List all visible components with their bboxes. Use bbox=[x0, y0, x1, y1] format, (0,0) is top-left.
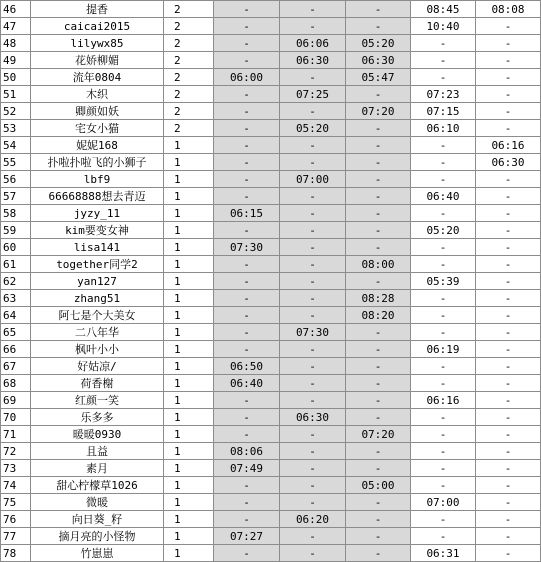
row-number-cell[interactable]: 52 bbox=[1, 103, 31, 120]
time-slot-cell-3[interactable]: 07:20 bbox=[346, 426, 411, 443]
time-slot-cell-1[interactable]: - bbox=[214, 290, 280, 307]
row-number-cell[interactable]: 71 bbox=[1, 426, 31, 443]
time-slot-cell-3[interactable]: - bbox=[346, 137, 411, 154]
time-slot-cell-4[interactable]: - bbox=[411, 69, 476, 86]
time-slot-cell-1[interactable]: - bbox=[214, 307, 280, 324]
time-slot-cell-4[interactable]: 07:23 bbox=[411, 86, 476, 103]
time-slot-cell-3[interactable]: - bbox=[346, 188, 411, 205]
level-cell[interactable]: 1 bbox=[164, 256, 214, 273]
time-slot-cell-3[interactable]: - bbox=[346, 154, 411, 171]
name-cell[interactable]: 阿七是个大美女 bbox=[31, 307, 164, 324]
name-cell[interactable]: 66668888想去青迈 bbox=[31, 188, 164, 205]
table-row[interactable] bbox=[1, 120, 541, 137]
table-row[interactable] bbox=[1, 375, 541, 392]
time-slot-cell-5[interactable]: - bbox=[476, 358, 541, 375]
time-slot-cell-3[interactable]: - bbox=[346, 392, 411, 409]
time-slot-cell-4[interactable]: - bbox=[411, 290, 476, 307]
row-number-cell[interactable]: 73 bbox=[1, 460, 31, 477]
table-row[interactable] bbox=[1, 52, 541, 69]
time-slot-cell-4[interactable]: - bbox=[411, 205, 476, 222]
time-slot-cell-4[interactable]: - bbox=[411, 528, 476, 545]
row-number-cell[interactable]: 64 bbox=[1, 307, 31, 324]
time-slot-cell-4[interactable]: 06:16 bbox=[411, 392, 476, 409]
time-slot-cell-1[interactable]: - bbox=[214, 1, 280, 18]
name-cell[interactable]: 素月 bbox=[31, 460, 164, 477]
name-cell[interactable]: 且益 bbox=[31, 443, 164, 460]
name-cell[interactable]: 向日葵_籽 bbox=[31, 511, 164, 528]
time-slot-cell-5[interactable]: - bbox=[476, 273, 541, 290]
time-slot-cell-3[interactable]: - bbox=[346, 120, 411, 137]
row-number-cell[interactable]: 68 bbox=[1, 375, 31, 392]
time-slot-cell-1[interactable]: - bbox=[214, 324, 280, 341]
name-cell[interactable]: lisa141 bbox=[31, 239, 164, 256]
row-number-cell[interactable]: 48 bbox=[1, 35, 31, 52]
time-slot-cell-2[interactable]: - bbox=[280, 205, 346, 222]
table-row[interactable] bbox=[1, 324, 541, 341]
time-slot-cell-5[interactable]: - bbox=[476, 188, 541, 205]
time-slot-cell-4[interactable]: - bbox=[411, 307, 476, 324]
level-cell[interactable]: 1 bbox=[164, 171, 214, 188]
time-slot-cell-4[interactable]: 06:40 bbox=[411, 188, 476, 205]
time-slot-cell-5[interactable]: - bbox=[476, 409, 541, 426]
row-number-cell[interactable]: 50 bbox=[1, 69, 31, 86]
level-cell[interactable]: 2 bbox=[164, 35, 214, 52]
time-slot-cell-3[interactable]: - bbox=[346, 494, 411, 511]
time-slot-cell-1[interactable]: - bbox=[214, 545, 280, 562]
time-slot-cell-4[interactable]: - bbox=[411, 443, 476, 460]
name-cell[interactable]: 花娇柳媚 bbox=[31, 52, 164, 69]
time-slot-cell-3[interactable]: 08:20 bbox=[346, 307, 411, 324]
time-slot-cell-1[interactable]: - bbox=[214, 511, 280, 528]
time-slot-cell-4[interactable]: - bbox=[411, 52, 476, 69]
level-cell[interactable]: 1 bbox=[164, 477, 214, 494]
table-row[interactable] bbox=[1, 341, 541, 358]
time-slot-cell-2[interactable]: - bbox=[280, 341, 346, 358]
table-row[interactable] bbox=[1, 103, 541, 120]
time-slot-cell-5[interactable]: - bbox=[476, 222, 541, 239]
time-slot-cell-5[interactable]: - bbox=[476, 460, 541, 477]
row-number-cell[interactable]: 49 bbox=[1, 52, 31, 69]
table-row[interactable] bbox=[1, 477, 541, 494]
table-row[interactable] bbox=[1, 69, 541, 86]
row-number-cell[interactable]: 74 bbox=[1, 477, 31, 494]
name-cell[interactable]: 宅女小猫 bbox=[31, 120, 164, 137]
name-cell[interactable]: 竹崽崽 bbox=[31, 545, 164, 562]
row-number-cell[interactable]: 77 bbox=[1, 528, 31, 545]
time-slot-cell-1[interactable]: - bbox=[214, 171, 280, 188]
time-slot-cell-3[interactable]: 05:20 bbox=[346, 35, 411, 52]
time-slot-cell-1[interactable]: - bbox=[214, 86, 280, 103]
level-cell[interactable]: 1 bbox=[164, 511, 214, 528]
row-number-cell[interactable]: 72 bbox=[1, 443, 31, 460]
time-slot-cell-4[interactable]: 07:00 bbox=[411, 494, 476, 511]
row-number-cell[interactable]: 61 bbox=[1, 256, 31, 273]
row-number-cell[interactable]: 76 bbox=[1, 511, 31, 528]
table-row[interactable] bbox=[1, 358, 541, 375]
time-slot-cell-1[interactable]: 06:50 bbox=[214, 358, 280, 375]
row-number-cell[interactable]: 58 bbox=[1, 205, 31, 222]
time-slot-cell-2[interactable]: - bbox=[280, 188, 346, 205]
time-slot-cell-5[interactable]: - bbox=[476, 103, 541, 120]
level-cell[interactable]: 1 bbox=[164, 324, 214, 341]
time-slot-cell-5[interactable]: 06:16 bbox=[476, 137, 541, 154]
row-number-cell[interactable]: 66 bbox=[1, 341, 31, 358]
time-slot-cell-4[interactable]: - bbox=[411, 375, 476, 392]
time-slot-cell-5[interactable]: - bbox=[476, 494, 541, 511]
time-slot-cell-2[interactable]: - bbox=[280, 239, 346, 256]
time-slot-cell-5[interactable]: - bbox=[476, 120, 541, 137]
time-slot-cell-5[interactable]: - bbox=[476, 443, 541, 460]
level-cell[interactable]: 1 bbox=[164, 494, 214, 511]
table-row[interactable] bbox=[1, 222, 541, 239]
time-slot-cell-3[interactable]: - bbox=[346, 222, 411, 239]
time-slot-cell-3[interactable]: - bbox=[346, 460, 411, 477]
level-cell[interactable]: 1 bbox=[164, 222, 214, 239]
time-slot-cell-3[interactable]: - bbox=[346, 205, 411, 222]
row-number-cell[interactable]: 63 bbox=[1, 290, 31, 307]
level-cell[interactable]: 1 bbox=[164, 426, 214, 443]
time-slot-cell-4[interactable]: - bbox=[411, 35, 476, 52]
table-row[interactable] bbox=[1, 188, 541, 205]
row-number-cell[interactable]: 60 bbox=[1, 239, 31, 256]
time-slot-cell-5[interactable]: - bbox=[476, 69, 541, 86]
name-cell[interactable]: 微暖 bbox=[31, 494, 164, 511]
spreadsheet-body bbox=[1, 1, 541, 562]
time-slot-cell-2[interactable]: 06:20 bbox=[280, 511, 346, 528]
name-cell[interactable]: yan127 bbox=[31, 273, 164, 290]
name-cell[interactable]: 提香 bbox=[31, 1, 164, 18]
table-row[interactable] bbox=[1, 290, 541, 307]
time-slot-cell-1[interactable]: - bbox=[214, 154, 280, 171]
table-row[interactable] bbox=[1, 256, 541, 273]
time-slot-cell-3[interactable]: 08:00 bbox=[346, 256, 411, 273]
row-number-cell[interactable]: 51 bbox=[1, 86, 31, 103]
time-slot-cell-4[interactable]: - bbox=[411, 239, 476, 256]
row-number-cell[interactable]: 53 bbox=[1, 120, 31, 137]
table-row[interactable] bbox=[1, 1, 541, 18]
table-row[interactable] bbox=[1, 545, 541, 562]
time-slot-cell-1[interactable]: - bbox=[214, 120, 280, 137]
name-cell[interactable]: 卿颜如妖 bbox=[31, 103, 164, 120]
name-cell[interactable]: 甜心柠檬草1026 bbox=[31, 477, 164, 494]
row-number-cell[interactable]: 67 bbox=[1, 358, 31, 375]
time-slot-cell-3[interactable]: - bbox=[346, 1, 411, 18]
time-slot-cell-1[interactable]: - bbox=[214, 409, 280, 426]
table-row[interactable] bbox=[1, 35, 541, 52]
table-row[interactable] bbox=[1, 18, 541, 35]
time-slot-cell-5[interactable]: - bbox=[476, 341, 541, 358]
level-cell[interactable]: 1 bbox=[164, 409, 214, 426]
time-slot-cell-5[interactable]: - bbox=[476, 256, 541, 273]
time-slot-cell-5[interactable]: - bbox=[476, 511, 541, 528]
time-slot-cell-5[interactable]: - bbox=[476, 528, 541, 545]
level-cell[interactable]: 1 bbox=[164, 341, 214, 358]
time-slot-cell-5[interactable]: - bbox=[476, 239, 541, 256]
time-slot-cell-1[interactable]: 08:06 bbox=[214, 443, 280, 460]
row-number-cell[interactable]: 46 bbox=[1, 1, 31, 18]
time-slot-cell-4[interactable]: 06:31 bbox=[411, 545, 476, 562]
time-slot-cell-3[interactable]: 05:00 bbox=[346, 477, 411, 494]
time-slot-cell-3[interactable]: 08:28 bbox=[346, 290, 411, 307]
name-cell[interactable]: 枫叶小小 bbox=[31, 341, 164, 358]
time-slot-cell-2[interactable]: - bbox=[280, 545, 346, 562]
level-cell[interactable]: 2 bbox=[164, 18, 214, 35]
time-slot-cell-2[interactable]: - bbox=[280, 392, 346, 409]
name-cell[interactable]: 木织 bbox=[31, 86, 164, 103]
time-slot-cell-5[interactable]: - bbox=[476, 290, 541, 307]
time-slot-cell-1[interactable]: - bbox=[214, 137, 280, 154]
name-cell[interactable]: 扑啦扑啦飞的小狮子 bbox=[31, 154, 164, 171]
time-slot-cell-2[interactable]: - bbox=[280, 1, 346, 18]
row-number-cell[interactable]: 55 bbox=[1, 154, 31, 171]
time-slot-cell-4[interactable]: 06:10 bbox=[411, 120, 476, 137]
name-cell[interactable]: 流年0804 bbox=[31, 69, 164, 86]
row-number-cell[interactable]: 57 bbox=[1, 188, 31, 205]
level-cell[interactable]: 1 bbox=[164, 528, 214, 545]
time-slot-cell-5[interactable]: - bbox=[476, 477, 541, 494]
time-slot-cell-2[interactable]: 06:30 bbox=[280, 52, 346, 69]
time-slot-cell-4[interactable]: - bbox=[411, 256, 476, 273]
level-cell[interactable]: 2 bbox=[164, 86, 214, 103]
time-slot-cell-1[interactable]: - bbox=[214, 392, 280, 409]
name-cell[interactable]: 好姑凉/ bbox=[31, 358, 164, 375]
time-slot-cell-4[interactable]: 05:20 bbox=[411, 222, 476, 239]
row-number-cell[interactable]: 56 bbox=[1, 171, 31, 188]
time-slot-cell-5[interactable]: - bbox=[476, 18, 541, 35]
time-slot-cell-3[interactable]: - bbox=[346, 511, 411, 528]
name-cell[interactable]: zhang51 bbox=[31, 290, 164, 307]
time-slot-cell-1[interactable]: - bbox=[214, 256, 280, 273]
time-slot-cell-1[interactable]: 06:15 bbox=[214, 205, 280, 222]
table-row[interactable] bbox=[1, 137, 541, 154]
time-slot-cell-2[interactable]: - bbox=[280, 443, 346, 460]
row-number-cell[interactable]: 75 bbox=[1, 494, 31, 511]
name-cell[interactable]: lilywx85 bbox=[31, 35, 164, 52]
time-slot-cell-5[interactable]: - bbox=[476, 324, 541, 341]
row-number-cell[interactable]: 69 bbox=[1, 392, 31, 409]
time-slot-cell-5[interactable]: - bbox=[476, 545, 541, 562]
time-slot-cell-2[interactable]: - bbox=[280, 307, 346, 324]
time-slot-cell-2[interactable]: - bbox=[280, 137, 346, 154]
row-number-cell[interactable]: 62 bbox=[1, 273, 31, 290]
time-slot-cell-2[interactable]: - bbox=[280, 494, 346, 511]
name-cell[interactable]: 妮妮168 bbox=[31, 137, 164, 154]
time-slot-cell-1[interactable]: - bbox=[214, 35, 280, 52]
level-cell[interactable]: 1 bbox=[164, 443, 214, 460]
time-slot-cell-1[interactable]: - bbox=[214, 188, 280, 205]
time-slot-cell-2[interactable]: - bbox=[280, 103, 346, 120]
table-row[interactable] bbox=[1, 460, 541, 477]
time-slot-cell-4[interactable]: - bbox=[411, 358, 476, 375]
time-slot-cell-4[interactable]: - bbox=[411, 324, 476, 341]
time-slot-cell-1[interactable]: - bbox=[214, 477, 280, 494]
table-row[interactable] bbox=[1, 443, 541, 460]
level-cell[interactable]: 1 bbox=[164, 358, 214, 375]
time-slot-cell-2[interactable]: - bbox=[280, 460, 346, 477]
row-number-cell[interactable]: 47 bbox=[1, 18, 31, 35]
time-slot-cell-2[interactable]: 05:20 bbox=[280, 120, 346, 137]
time-slot-cell-4[interactable]: - bbox=[411, 426, 476, 443]
time-slot-cell-3[interactable]: - bbox=[346, 86, 411, 103]
time-slot-cell-1[interactable]: 07:30 bbox=[214, 239, 280, 256]
time-slot-cell-3[interactable]: - bbox=[346, 171, 411, 188]
table-row[interactable] bbox=[1, 171, 541, 188]
level-cell[interactable]: 2 bbox=[164, 69, 214, 86]
time-slot-cell-1[interactable]: - bbox=[214, 222, 280, 239]
time-slot-cell-3[interactable]: - bbox=[346, 341, 411, 358]
time-slot-cell-5[interactable]: - bbox=[476, 171, 541, 188]
time-slot-cell-2[interactable]: - bbox=[280, 222, 346, 239]
time-slot-cell-1[interactable]: - bbox=[214, 426, 280, 443]
time-slot-cell-3[interactable]: - bbox=[346, 18, 411, 35]
level-cell[interactable]: 1 bbox=[164, 137, 214, 154]
time-slot-cell-3[interactable]: - bbox=[346, 324, 411, 341]
time-slot-cell-3[interactable]: - bbox=[346, 273, 411, 290]
level-cell[interactable]: 1 bbox=[164, 375, 214, 392]
time-slot-cell-5[interactable]: - bbox=[476, 205, 541, 222]
level-cell[interactable]: 1 bbox=[164, 188, 214, 205]
level-cell[interactable]: 2 bbox=[164, 103, 214, 120]
time-slot-cell-2[interactable]: 07:00 bbox=[280, 171, 346, 188]
level-cell[interactable]: 1 bbox=[164, 205, 214, 222]
time-slot-cell-2[interactable]: - bbox=[280, 154, 346, 171]
level-cell[interactable]: 1 bbox=[164, 307, 214, 324]
row-number-cell[interactable]: 54 bbox=[1, 137, 31, 154]
time-slot-cell-3[interactable]: 05:47 bbox=[346, 69, 411, 86]
name-cell[interactable]: 摘月亮的小怪物 bbox=[31, 528, 164, 545]
time-slot-cell-2[interactable]: - bbox=[280, 358, 346, 375]
time-slot-cell-2[interactable]: - bbox=[280, 290, 346, 307]
time-slot-cell-5[interactable]: - bbox=[476, 35, 541, 52]
time-slot-cell-2[interactable]: 06:30 bbox=[280, 409, 346, 426]
level-cell[interactable]: 1 bbox=[164, 239, 214, 256]
table-row[interactable] bbox=[1, 511, 541, 528]
time-slot-cell-1[interactable]: - bbox=[214, 52, 280, 69]
time-slot-cell-4[interactable]: - bbox=[411, 171, 476, 188]
time-slot-cell-3[interactable]: 06:30 bbox=[346, 52, 411, 69]
time-slot-cell-2[interactable]: - bbox=[280, 426, 346, 443]
table-row[interactable] bbox=[1, 205, 541, 222]
time-slot-cell-2[interactable]: - bbox=[280, 375, 346, 392]
row-number-cell[interactable]: 78 bbox=[1, 545, 31, 562]
time-slot-cell-5[interactable]: - bbox=[476, 307, 541, 324]
level-cell[interactable]: 1 bbox=[164, 154, 214, 171]
name-cell[interactable]: jyzy_11 bbox=[31, 205, 164, 222]
level-cell[interactable]: 2 bbox=[164, 1, 214, 18]
name-cell[interactable]: 二八年华 bbox=[31, 324, 164, 341]
name-cell[interactable]: 暖暖0930 bbox=[31, 426, 164, 443]
time-slot-cell-4[interactable]: 07:15 bbox=[411, 103, 476, 120]
table-row[interactable] bbox=[1, 307, 541, 324]
time-slot-cell-2[interactable]: - bbox=[280, 256, 346, 273]
time-slot-cell-1[interactable]: 07:27 bbox=[214, 528, 280, 545]
time-slot-cell-1[interactable]: 06:40 bbox=[214, 375, 280, 392]
name-cell[interactable]: 乐多多 bbox=[31, 409, 164, 426]
time-slot-cell-3[interactable]: 07:20 bbox=[346, 103, 411, 120]
time-slot-cell-2[interactable]: - bbox=[280, 528, 346, 545]
level-cell[interactable]: 1 bbox=[164, 545, 214, 562]
time-slot-cell-3[interactable]: - bbox=[346, 443, 411, 460]
time-slot-cell-1[interactable]: - bbox=[214, 494, 280, 511]
table-row[interactable] bbox=[1, 239, 541, 256]
name-cell[interactable]: caicai2015 bbox=[31, 18, 164, 35]
time-slot-cell-1[interactable]: - bbox=[214, 341, 280, 358]
level-cell[interactable]: 2 bbox=[164, 120, 214, 137]
time-slot-cell-1[interactable]: 07:49 bbox=[214, 460, 280, 477]
time-slot-cell-4[interactable]: - bbox=[411, 477, 476, 494]
time-slot-cell-5[interactable]: - bbox=[476, 426, 541, 443]
table-row[interactable] bbox=[1, 494, 541, 511]
time-slot-cell-2[interactable]: - bbox=[280, 477, 346, 494]
time-slot-cell-2[interactable]: 07:25 bbox=[280, 86, 346, 103]
time-slot-cell-4[interactable]: - bbox=[411, 154, 476, 171]
time-slot-cell-3[interactable]: - bbox=[346, 375, 411, 392]
time-slot-cell-5[interactable]: - bbox=[476, 52, 541, 69]
time-slot-cell-2[interactable]: - bbox=[280, 69, 346, 86]
level-cell[interactable]: 1 bbox=[164, 273, 214, 290]
time-slot-cell-4[interactable]: 10:40 bbox=[411, 18, 476, 35]
name-cell[interactable]: kim要变女神 bbox=[31, 222, 164, 239]
time-slot-cell-1[interactable]: - bbox=[214, 18, 280, 35]
time-slot-cell-5[interactable]: - bbox=[476, 392, 541, 409]
time-slot-cell-2[interactable]: 06:06 bbox=[280, 35, 346, 52]
level-cell[interactable]: 1 bbox=[164, 392, 214, 409]
level-cell[interactable]: 2 bbox=[164, 52, 214, 69]
time-slot-cell-2[interactable]: - bbox=[280, 18, 346, 35]
row-number-cell[interactable]: 59 bbox=[1, 222, 31, 239]
table-row[interactable] bbox=[1, 528, 541, 545]
name-cell[interactable]: lbf9 bbox=[31, 171, 164, 188]
time-slot-cell-1[interactable]: 06:00 bbox=[214, 69, 280, 86]
time-slot-cell-4[interactable]: - bbox=[411, 137, 476, 154]
time-slot-cell-3[interactable]: - bbox=[346, 409, 411, 426]
time-slot-cell-4[interactable]: 08:45 bbox=[411, 1, 476, 18]
time-slot-cell-3[interactable]: - bbox=[346, 545, 411, 562]
time-slot-cell-1[interactable]: - bbox=[214, 103, 280, 120]
level-cell[interactable]: 1 bbox=[164, 290, 214, 307]
time-slot-cell-3[interactable]: - bbox=[346, 358, 411, 375]
time-slot-cell-4[interactable]: - bbox=[411, 409, 476, 426]
name-cell[interactable]: together同学2 bbox=[31, 256, 164, 273]
table-row[interactable] bbox=[1, 86, 541, 103]
row-number-cell[interactable]: 70 bbox=[1, 409, 31, 426]
name-cell[interactable]: 荷香榭 bbox=[31, 375, 164, 392]
table-row[interactable] bbox=[1, 392, 541, 409]
time-slot-cell-2[interactable]: 07:30 bbox=[280, 324, 346, 341]
time-slot-cell-5[interactable]: 06:30 bbox=[476, 154, 541, 171]
table-row[interactable] bbox=[1, 426, 541, 443]
time-slot-cell-5[interactable]: 08:08 bbox=[476, 1, 541, 18]
time-slot-cell-2[interactable]: - bbox=[280, 273, 346, 290]
time-slot-cell-5[interactable]: - bbox=[476, 375, 541, 392]
name-cell[interactable]: 红颜一笑 bbox=[31, 392, 164, 409]
table-row[interactable] bbox=[1, 154, 541, 171]
table-row[interactable] bbox=[1, 273, 541, 290]
time-slot-cell-4[interactable]: - bbox=[411, 460, 476, 477]
level-cell[interactable]: 1 bbox=[164, 460, 214, 477]
time-slot-cell-4[interactable]: - bbox=[411, 511, 476, 528]
time-slot-cell-1[interactable]: - bbox=[214, 273, 280, 290]
time-slot-cell-3[interactable]: - bbox=[346, 239, 411, 256]
time-slot-cell-5[interactable]: - bbox=[476, 86, 541, 103]
row-number-cell[interactable]: 65 bbox=[1, 324, 31, 341]
time-slot-cell-4[interactable]: 06:19 bbox=[411, 341, 476, 358]
time-slot-cell-4[interactable]: 05:39 bbox=[411, 273, 476, 290]
time-slot-cell-3[interactable]: - bbox=[346, 528, 411, 545]
table-row[interactable] bbox=[1, 409, 541, 426]
